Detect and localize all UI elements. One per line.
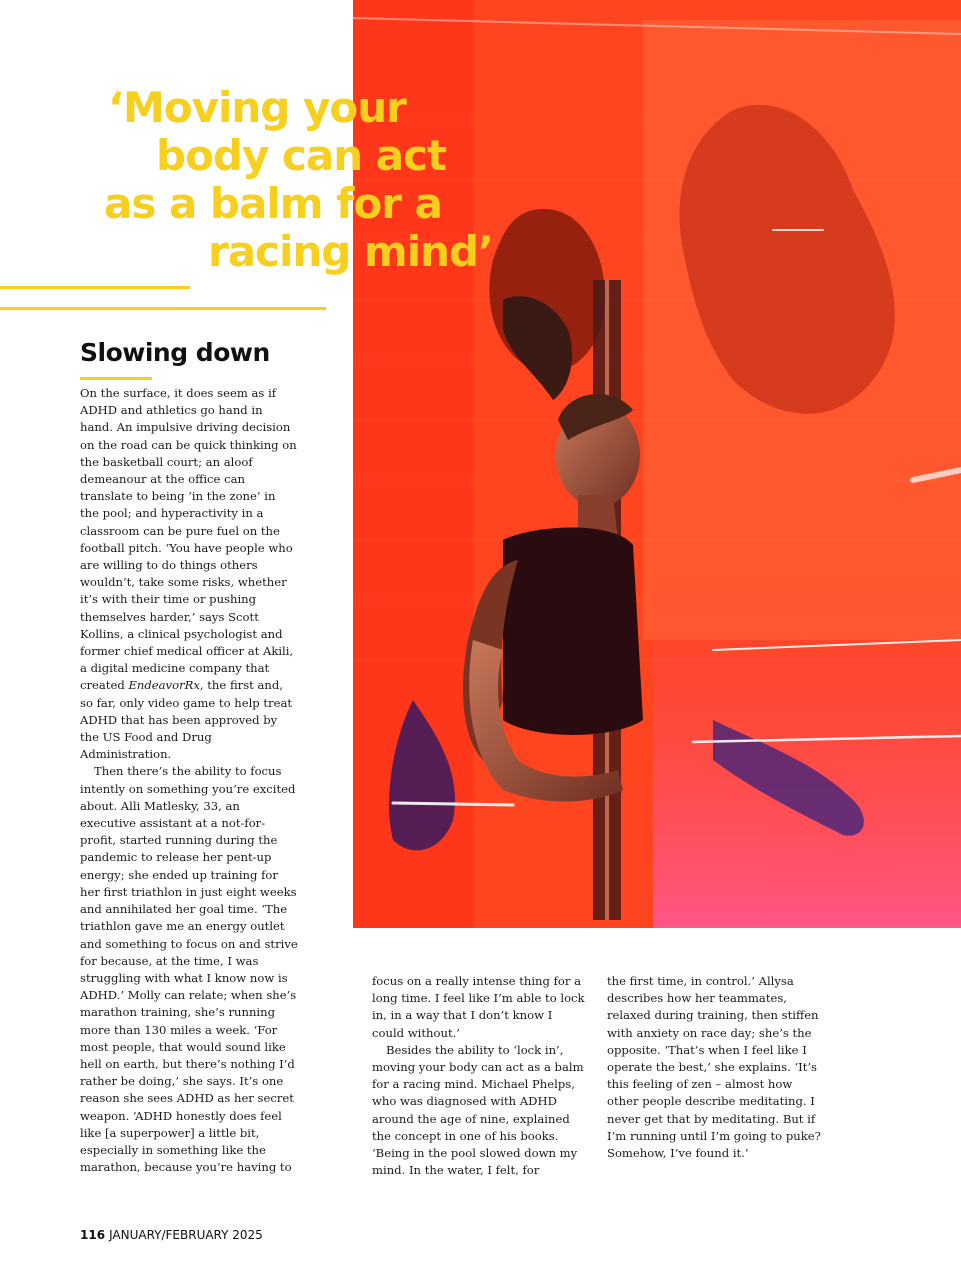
pull-quote-line: ‘Moving your <box>108 83 406 132</box>
pull-quote-line: body can act <box>156 131 447 180</box>
page-number: 116 <box>80 1228 106 1242</box>
heading-underline <box>80 377 152 380</box>
italic-title: EndeavorRx <box>128 678 200 693</box>
pull-quote <box>96 84 526 276</box>
yellow-rule-divider <box>0 286 190 289</box>
paragraph-text: , the first and, so far, only video game to help treat ADHD that has been approved by the US Food and Drug Administration. <box>80 678 293 762</box>
paragraph: the first time, in control.’ Allysa describes how her teammates, relaxed during training, then stiffen with anxiety on race day; she’s the opposite. ‘That’s when I feel like I operate the best,’ she explains. ‘It’s this feeling of zen – almost how other people describe meditating. I never get that by meditating. But if I’m running until I’m going to puke? Somehow, I’ve found it.’ <box>607 974 821 1161</box>
section-heading: Slowing down <box>80 338 270 367</box>
body-column-2 <box>372 973 586 1179</box>
body-column-3 <box>607 973 827 1162</box>
pull-quote-line: racing mind’ <box>208 227 494 276</box>
body-column-1 <box>80 385 298 1176</box>
paragraph: Then there’s the ability to focus intently on something you’re excited about. Alli Matlesky, 33, an executive assistant at a not-for-profit, started running during the pandemic to release her pent-up energy; she ended up training for her first triathlon in just eight weeks and annihilated her goal time. ‘The triathlon gave me an energy outlet and something to focus on and strive for because, at the time, I was struggling with what I know now is ADHD.’ Molly can relate; when she’s marathon training, she’s running more than 130 miles a week. ‘For most people, that would sound like hell on earth, but there’s nothing I’d rather be doing,’ she says. It’s one reason she sees ADHD as her secret weapon. ‘ADHD honestly does feel like [a superpower] a little bit, especially in something like the marathon, because you’re having to <box>80 764 298 1175</box>
pull-quote-line: as a balm for a <box>104 179 442 228</box>
yellow-rule-divider <box>0 307 326 310</box>
paragraph: focus on a really intense thing for a long time. I feel like I’m able to lock in, in a way that I don’t know I could without.’ <box>372 974 585 1040</box>
paragraph: Besides the ability to ‘lock in’, moving your body can act as a balm for a racing mind. Michael Phelps, who was diagnosed with ADHD around the age of nine, explained the concept in one of his books. ‘Being in the pool slowed down my mind. In the water, I felt, for <box>372 1042 584 1178</box>
page-folio <box>80 1228 263 1242</box>
paragraph-text: On the surface, it does seem as if ADHD and athletics go hand in hand. An impulsive driving decision on the road can be quick thinking on the basketball court; an aloof demeanour at the office can translate to being ‘in the zone’ in the pool; and hyperactivity in a classroom can be pure fuel on the football pitch. ‘You have people who are willing to do things others wouldn’t, take some risks, whether it’s with their time or pushing themselves harder,’ says Scott Kollins, a clinical psychologist and former chief medical officer at Akili, a digital medicine company that created <box>80 386 297 693</box>
issue-date: JANUARY/FEBRUARY 2025 <box>109 1228 263 1242</box>
paragraph <box>80 385 298 763</box>
